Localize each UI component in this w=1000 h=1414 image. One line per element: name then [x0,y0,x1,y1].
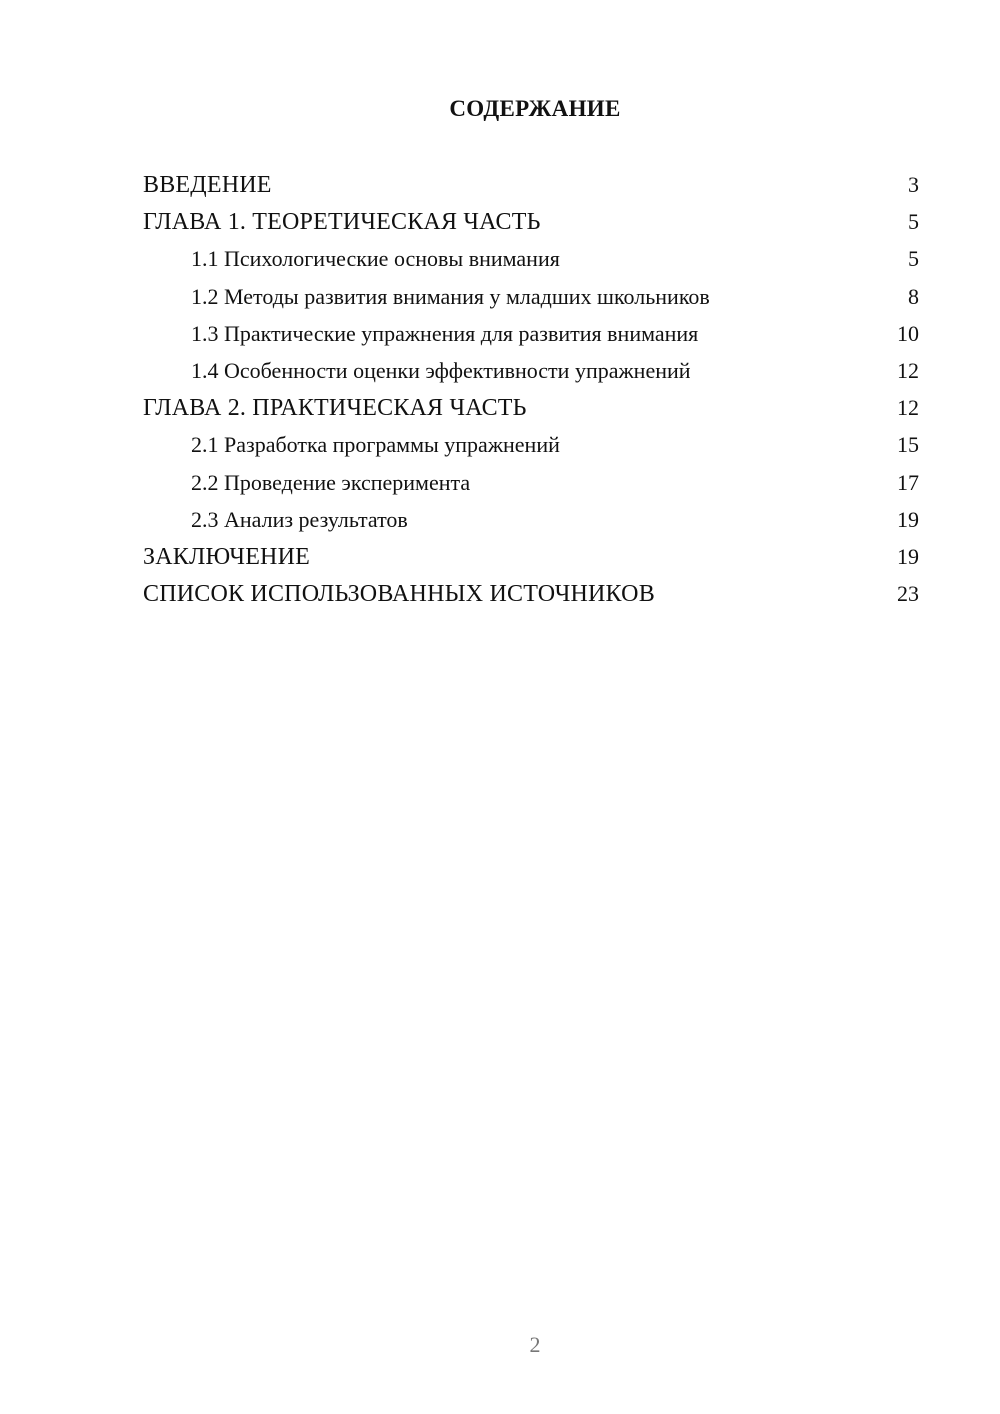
toc-entry[interactable] [143,464,919,501]
toc-entry-page: 12 [897,395,919,421]
toc-entry[interactable] [143,240,919,277]
toc-entry-page: 19 [897,543,919,569]
toc-entry-label: 1.3 Практические упражнения для развития внимания [191,320,699,346]
toc-entry[interactable] [143,501,919,538]
toc-title: СОДЕРЖАНИЕ [449,96,621,121]
toc-entry-label: 2.1 Разработка программы упражнений [191,432,560,458]
toc-entry-label: ЗАКЛЮЧЕНИЕ [143,543,310,570]
toc-entry-label: ГЛАВА 2. ПРАКТИЧЕСКАЯ ЧАСТЬ [143,395,527,422]
toc-entry-page: 5 [908,209,919,235]
toc-entry-label: 2.2 Проведение эксперимента [191,469,471,495]
toc-entry-label: 1.1 Психологические основы внимания [191,246,560,272]
toc-entry[interactable] [143,389,919,426]
toc-entry-page: 15 [897,432,919,458]
toc-entry-page: 12 [897,357,919,383]
toc-entry-label: ГЛАВА 1. ТЕОРЕТИЧЕСКАЯ ЧАСТЬ [143,209,541,236]
toc-entry-label: 1.4 Особенности оценки эффективности упражнений [191,357,691,383]
toc-entry[interactable] [143,315,919,352]
toc-entry-page: 23 [897,581,919,607]
toc-entry-page: 8 [908,283,919,309]
toc-entry-label: 2.3 Анализ результатов [191,506,408,532]
toc-entry-page: 17 [897,469,919,495]
toc-entry-label: 1.2 Методы развития внимания у младших школьников [191,283,710,309]
toc-entry-page: 5 [908,246,919,272]
toc-entry-page: 19 [897,506,919,532]
toc-entry-page: 3 [908,172,919,197]
toc-entry-label: ВВЕДЕНИЕ [143,172,272,198]
toc-entry[interactable] [143,538,919,575]
page-number: 2 [529,1332,541,1357]
toc-entry[interactable] [143,203,919,240]
toc-entry[interactable] [143,426,919,463]
toc-entry-page: 10 [897,320,919,346]
toc-entry[interactable] [143,278,919,315]
toc-entry[interactable] [143,166,919,203]
table-of-contents [143,166,919,612]
toc-entry-label: СПИСОК ИСПОЛЬЗОВАННЫХ ИСТОЧНИКОВ [143,581,655,608]
toc-entry[interactable] [143,575,919,612]
toc-entry[interactable] [143,352,919,389]
